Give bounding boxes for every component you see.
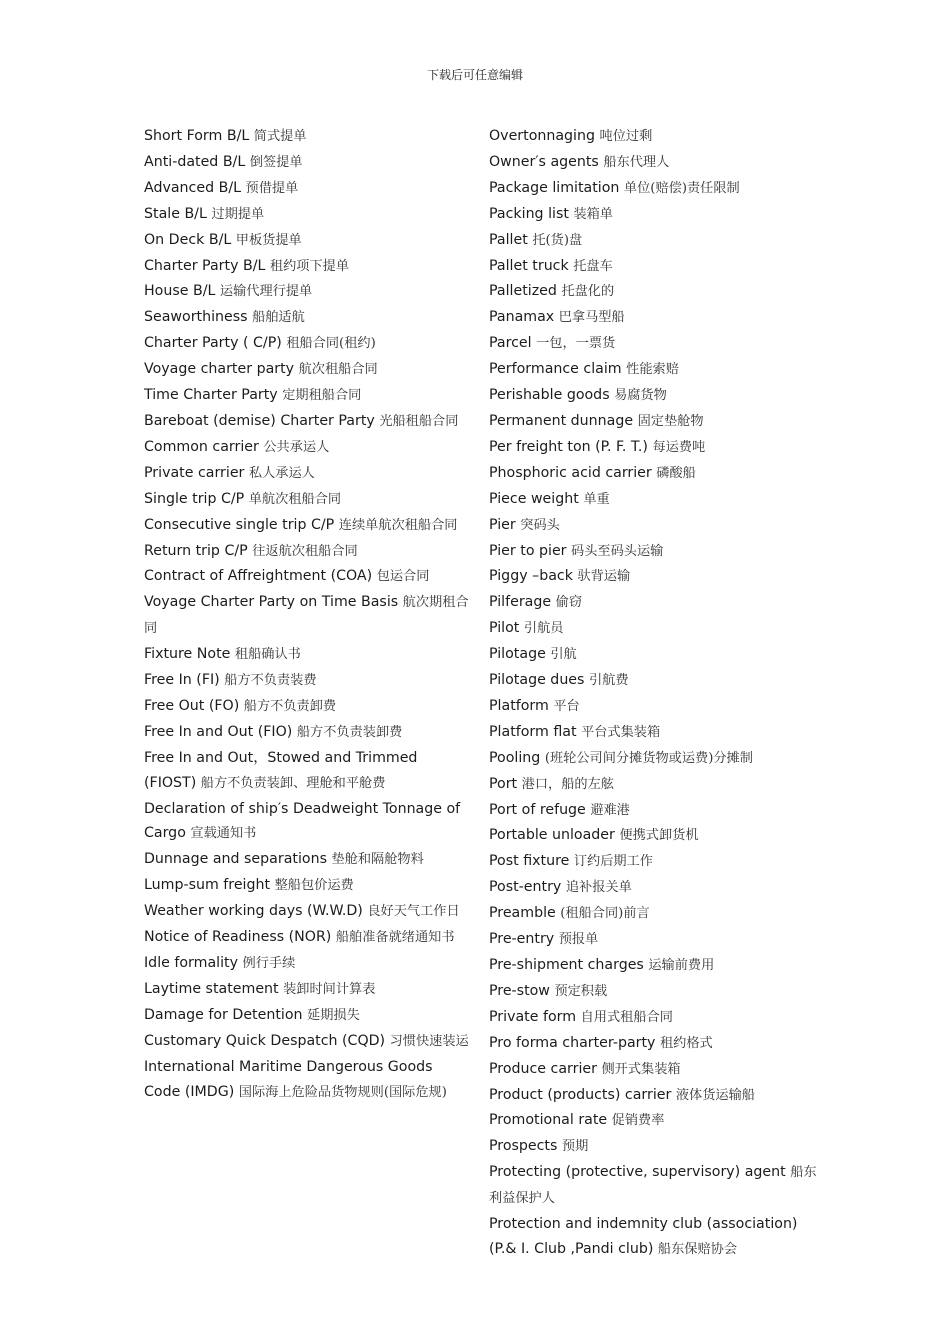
entry-term-zh: 巴拿马型船 bbox=[558, 310, 625, 326]
entry-term-en: Pre-stow bbox=[489, 982, 550, 999]
entry-term-en: Single trip C/P bbox=[144, 490, 245, 507]
glossary-entry bbox=[489, 694, 819, 720]
glossary-entry bbox=[144, 847, 469, 873]
glossary-entry bbox=[144, 925, 469, 951]
entry-term-zh: 租船合同(租约) bbox=[286, 336, 376, 352]
entry-term-zh: 船东利益保护人 bbox=[489, 1165, 817, 1207]
entry-term-en: Product (products) carrier bbox=[489, 1086, 672, 1103]
entry-term-zh: 引航费 bbox=[588, 673, 629, 689]
entry-term-zh: 私人承运人 bbox=[248, 465, 315, 481]
entry-term-zh: 平台 bbox=[553, 698, 580, 714]
glossary-entry bbox=[144, 357, 469, 383]
entry-term-zh: 运输前费用 bbox=[648, 958, 715, 973]
entry-term-en: Permanent dunnage bbox=[489, 412, 634, 429]
entry-term-zh: 船舶适航 bbox=[252, 310, 305, 326]
entry-term-en: Pilotage bbox=[489, 646, 546, 663]
entry-term-zh: 托盘车 bbox=[573, 258, 613, 274]
entry-term-zh: 倒签提单 bbox=[249, 154, 303, 170]
glossary-entry bbox=[489, 798, 819, 824]
entry-term-zh: 易腐货物 bbox=[614, 388, 667, 404]
glossary-left-column bbox=[144, 124, 469, 1105]
entry-term-zh: 包运合同 bbox=[376, 569, 430, 585]
entry-term-en: Per freight ton (P. F. T.) bbox=[489, 438, 648, 455]
glossary-entry bbox=[144, 720, 469, 746]
entry-term-zh: 船舶准备就绪通知书 bbox=[335, 930, 455, 946]
glossary-right-column bbox=[489, 124, 819, 1263]
entry-term-en: Parcel bbox=[489, 335, 532, 352]
glossary-entry bbox=[489, 772, 819, 798]
glossary-entry bbox=[144, 1003, 469, 1029]
entry-term-zh: 码头至码头运输 bbox=[571, 543, 664, 559]
entry-term-zh: 船东代理人 bbox=[603, 154, 670, 170]
entry-term-en: Pooling bbox=[489, 749, 541, 766]
entry-term-en: Piece weight bbox=[489, 490, 579, 507]
entry-term-zh: 订约后期工作 bbox=[573, 854, 653, 870]
glossary-entry bbox=[489, 539, 819, 565]
glossary-entry bbox=[144, 642, 469, 668]
entry-term-en: Performance claim bbox=[489, 361, 622, 378]
entry-term-en: Pilot bbox=[489, 620, 520, 637]
entry-term-en: On Deck B/L bbox=[144, 231, 232, 248]
glossary-entry bbox=[144, 746, 469, 797]
entry-term-zh: 侧开式集装箱 bbox=[601, 1061, 681, 1077]
entry-term-zh: 突码头 bbox=[520, 517, 560, 533]
entry-term-zh: 光船租船合同 bbox=[379, 413, 459, 429]
entry-term-zh: 整船包价运费 bbox=[274, 878, 354, 894]
glossary-entry bbox=[144, 409, 469, 435]
entry-term-en: Pro forma charter-party bbox=[489, 1034, 656, 1051]
entry-term-en: Customary Quick Despatch (CQD) bbox=[144, 1032, 386, 1049]
glossary-entry bbox=[144, 1029, 469, 1055]
entry-term-zh: 运输代理行提单 bbox=[219, 284, 313, 300]
entry-term-en: Packing list bbox=[489, 205, 569, 222]
entry-term-en: Free In and Out (FIO) bbox=[144, 723, 293, 740]
glossary-entry bbox=[489, 461, 819, 487]
entry-term-zh: 促销费率 bbox=[611, 1113, 665, 1129]
entry-term-zh: 单重 bbox=[583, 491, 610, 507]
entry-term-en: Consecutive single trip C/P bbox=[144, 516, 335, 533]
entry-term-zh: 例行手续 bbox=[242, 956, 296, 971]
entry-term-en: Pre-entry bbox=[489, 931, 555, 948]
entry-term-en: Short Form B/L bbox=[144, 128, 250, 144]
entry-term-en: Portable unloader bbox=[489, 827, 615, 844]
entry-term-zh: 定期租船合同 bbox=[282, 388, 362, 404]
entry-term-en: Owner′s agents bbox=[489, 153, 599, 170]
entry-term-en: Stale B/L bbox=[144, 205, 207, 222]
entry-term-en: Port bbox=[489, 775, 518, 792]
entry-term-en: Advanced B/L bbox=[144, 179, 242, 196]
glossary-entry bbox=[489, 487, 819, 513]
glossary-entry bbox=[144, 305, 469, 331]
glossary-entry bbox=[144, 435, 469, 461]
entry-term-en: Free In and Out，Stowed and Trimmed (FIOST) bbox=[144, 749, 418, 791]
entry-term-en: Protecting (protective, supervisory) agent bbox=[489, 1164, 786, 1181]
glossary-entry bbox=[489, 435, 819, 461]
entry-term-en: Lump-sum freight bbox=[144, 877, 271, 894]
entry-term-en: Pallet truck bbox=[489, 257, 569, 274]
entry-term-zh: 单位(赔偿)责任限制 bbox=[623, 180, 740, 196]
glossary-entry bbox=[489, 1031, 819, 1057]
entry-term-zh: 连续单航次租船合同 bbox=[338, 517, 458, 533]
glossary-entry bbox=[144, 254, 469, 280]
glossary-entry bbox=[144, 899, 469, 925]
entry-term-zh: 简式提单 bbox=[253, 129, 307, 144]
entry-term-zh: 单航次租船合同 bbox=[248, 491, 342, 507]
glossary-entry bbox=[489, 564, 819, 590]
entry-term-en: Contract of Affreightment (COA) bbox=[144, 568, 373, 585]
entry-term-zh: 驮背运输 bbox=[577, 569, 631, 585]
glossary-entry bbox=[144, 487, 469, 513]
entry-term-zh: (班轮公司间分摊货物或运费)分摊制 bbox=[544, 750, 753, 766]
entry-term-en: Free Out (FO) bbox=[144, 697, 240, 714]
entry-term-en: Panamax bbox=[489, 309, 555, 326]
entry-term-zh: 船方不负责装卸费 bbox=[296, 724, 403, 740]
entry-term-en: Port of refuge bbox=[489, 801, 586, 818]
entry-term-zh: 船方不负责卸费 bbox=[243, 698, 337, 714]
glossary-entry bbox=[144, 124, 469, 150]
glossary-entry bbox=[489, 150, 819, 176]
entry-term-zh: 租约格式 bbox=[659, 1035, 713, 1051]
entry-term-zh: 便携式卸货机 bbox=[619, 828, 699, 844]
entry-term-en: Pilotage dues bbox=[489, 672, 585, 689]
glossary-entry bbox=[144, 383, 469, 409]
glossary-entry bbox=[489, 720, 819, 746]
entry-term-en: Voyage Charter Party on Time Basis bbox=[144, 594, 399, 611]
entry-term-zh: 自用式租船合同 bbox=[580, 1009, 673, 1025]
glossary-entry bbox=[144, 331, 469, 357]
glossary-entry bbox=[489, 228, 819, 254]
entry-term-en: International Maritime Dangerous Goods Code (IMDG) bbox=[144, 1058, 433, 1100]
entry-term-en: Free In (FI) bbox=[144, 672, 220, 689]
entry-term-zh: 良好天气工作日 bbox=[367, 904, 460, 920]
glossary-entry bbox=[144, 797, 469, 848]
entry-term-zh: 引航员 bbox=[523, 621, 564, 637]
entry-term-en: Perishable goods bbox=[489, 387, 610, 404]
entry-term-zh: 平台式集装箱 bbox=[581, 724, 661, 740]
glossary-entry bbox=[489, 1160, 819, 1212]
entry-term-en: Bareboat (demise) Charter Party bbox=[144, 412, 375, 429]
entry-term-en: Prospects bbox=[489, 1138, 558, 1155]
entry-term-en: Pier to pier bbox=[489, 542, 567, 559]
entry-term-zh: 航次租船合同 bbox=[298, 362, 378, 378]
glossary-entry bbox=[144, 461, 469, 487]
entry-term-zh: 避难港 bbox=[590, 802, 630, 818]
glossary-entry bbox=[489, 1108, 819, 1134]
glossary-entry bbox=[489, 668, 819, 694]
glossary-entry bbox=[144, 228, 469, 254]
entry-term-zh: 托盘化的 bbox=[561, 284, 615, 300]
glossary-entry bbox=[489, 254, 819, 280]
entry-term-zh: 一包，一票货 bbox=[536, 336, 616, 352]
glossary-entry bbox=[489, 279, 819, 305]
glossary-entry bbox=[489, 1005, 819, 1031]
glossary-entry bbox=[489, 1212, 819, 1263]
glossary-entry bbox=[489, 383, 819, 409]
glossary-entry bbox=[489, 590, 819, 616]
glossary-entry bbox=[489, 901, 819, 927]
entry-term-zh: 公共承运人 bbox=[263, 439, 330, 455]
entry-term-en: Return trip C/P bbox=[144, 542, 248, 559]
glossary-entry bbox=[144, 668, 469, 694]
entry-term-en: Pier bbox=[489, 516, 516, 533]
entry-term-zh: 预期 bbox=[561, 1139, 589, 1155]
entry-term-zh: 装卸时间计算表 bbox=[283, 981, 376, 997]
entry-term-en: Private form bbox=[489, 1008, 577, 1025]
glossary-entry bbox=[489, 953, 819, 979]
entry-term-zh: 性能索赔 bbox=[626, 362, 679, 378]
glossary-entry bbox=[144, 1055, 469, 1106]
entry-term-zh: 甲板货提单 bbox=[235, 232, 302, 248]
entry-term-en: Anti-dated B/L bbox=[144, 153, 246, 170]
entry-term-en: Package limitation bbox=[489, 179, 620, 196]
glossary-entry bbox=[489, 875, 819, 901]
entry-term-zh: 偷窃 bbox=[555, 595, 583, 611]
entry-term-en: Produce carrier bbox=[489, 1060, 597, 1077]
page-header-note: 下载后可任意编辑 bbox=[426, 68, 523, 82]
entry-term-zh: 国际海上危险品货物规则(国际危规) bbox=[238, 1084, 447, 1100]
entry-term-en: Piggy –back bbox=[489, 568, 573, 585]
glossary-entry bbox=[489, 176, 819, 202]
glossary-entry bbox=[489, 331, 819, 357]
entry-term-en: Time Charter Party bbox=[144, 387, 278, 404]
entry-term-en: Charter Party ( C/P) bbox=[144, 335, 282, 352]
entry-term-zh: 宣载通知书 bbox=[190, 826, 257, 842]
glossary-entry bbox=[489, 823, 819, 849]
glossary-entry bbox=[144, 977, 469, 1003]
glossary-entry bbox=[489, 357, 819, 383]
entry-term-zh: 租船确认书 bbox=[234, 647, 301, 663]
entry-term-en: Seaworthiness bbox=[144, 309, 248, 326]
entry-term-zh: (租船合同)前言 bbox=[560, 906, 650, 922]
entry-term-zh: 租约项下提单 bbox=[269, 258, 350, 274]
entry-term-en: Post-entry bbox=[489, 879, 562, 896]
entry-term-en: Pilferage bbox=[489, 594, 552, 611]
entry-term-zh: 装箱单 bbox=[573, 206, 613, 222]
glossary-entry bbox=[489, 409, 819, 435]
entry-term-zh: 托(货)盘 bbox=[532, 232, 583, 248]
entry-term-zh: 延期损失 bbox=[307, 1007, 360, 1023]
entry-term-zh: 吨位过剩 bbox=[599, 129, 653, 144]
glossary-entry bbox=[489, 849, 819, 875]
entry-term-zh: 往返航次租船合同 bbox=[252, 543, 358, 559]
entry-term-en: Notice of Readiness (NOR) bbox=[144, 929, 332, 946]
entry-term-zh: 预借提单 bbox=[245, 180, 299, 196]
glossary-entry bbox=[144, 513, 469, 539]
glossary-entry bbox=[489, 1134, 819, 1160]
entry-term-zh: 固定垫舱物 bbox=[637, 413, 704, 429]
entry-term-zh: 船方不负责装费 bbox=[224, 673, 317, 689]
entry-term-zh: 习惯快速装运 bbox=[389, 1033, 469, 1049]
glossary-entry bbox=[489, 979, 819, 1005]
glossary-entry bbox=[144, 176, 469, 202]
glossary-entry bbox=[144, 590, 469, 642]
glossary-entry bbox=[489, 124, 819, 150]
entry-term-en: Weather working days (W.W.D) bbox=[144, 903, 363, 920]
entry-term-en: Private carrier bbox=[144, 464, 245, 481]
entry-term-en: House B/L bbox=[144, 283, 216, 300]
entry-term-en: Preamble bbox=[489, 905, 556, 922]
glossary-entry bbox=[144, 539, 469, 565]
entry-term-en: Damage for Detention bbox=[144, 1006, 303, 1023]
entry-term-zh: 液体货运输船 bbox=[675, 1087, 755, 1103]
entry-term-zh: 引航 bbox=[550, 647, 577, 663]
glossary-entry bbox=[144, 564, 469, 590]
entry-term-zh: 追补报关单 bbox=[565, 880, 632, 896]
entry-term-en: Overtonnaging bbox=[489, 128, 595, 144]
glossary-entry bbox=[489, 305, 819, 331]
entry-term-en: Post fixture bbox=[489, 853, 570, 870]
glossary-entry bbox=[144, 150, 469, 176]
entry-term-zh: 船东保赔协会 bbox=[657, 1241, 738, 1257]
entry-term-en: Charter Party B/L bbox=[144, 257, 266, 274]
entry-term-zh: 磷酸船 bbox=[656, 465, 696, 481]
entry-term-en: Voyage charter party bbox=[144, 361, 295, 378]
entry-term-en: Platform bbox=[489, 697, 549, 714]
entry-term-en: Dunnage and separations bbox=[144, 851, 327, 868]
glossary-entry bbox=[144, 873, 469, 899]
glossary-entry bbox=[144, 279, 469, 305]
entry-term-zh: 预报单 bbox=[558, 932, 599, 948]
glossary-entry bbox=[489, 513, 819, 539]
entry-term-zh: 航次期租合同 bbox=[144, 595, 469, 637]
entry-term-zh: 预定积载 bbox=[554, 983, 608, 999]
glossary-entry bbox=[489, 927, 819, 953]
glossary-entry bbox=[489, 616, 819, 642]
glossary-entry bbox=[144, 694, 469, 720]
entry-term-en: Promotional rate bbox=[489, 1112, 608, 1129]
entry-term-en: Protection and indemnity club (association) (P.& I. Club ,Pandi club) bbox=[489, 1216, 798, 1257]
entry-term-en: Idle formality bbox=[144, 955, 238, 971]
glossary-entry bbox=[489, 1083, 819, 1109]
entry-term-en: Declaration of ship′s Deadweight Tonnage of Cargo bbox=[144, 800, 461, 842]
glossary-entry bbox=[489, 642, 819, 668]
glossary-entry bbox=[489, 1057, 819, 1083]
glossary-entry bbox=[489, 202, 819, 228]
entry-term-zh: 船方不负责装卸、理舱和平舱费 bbox=[200, 775, 386, 791]
entry-term-en: Pre-shipment charges bbox=[489, 957, 644, 973]
glossary-entry bbox=[144, 951, 469, 977]
entry-term-en: Laytime statement bbox=[144, 980, 279, 997]
entry-term-en: Fixture Note bbox=[144, 646, 231, 663]
entry-term-zh: 垫舱和隔舱物料 bbox=[331, 852, 424, 868]
entry-term-en: Platform flat bbox=[489, 723, 577, 740]
glossary-entry bbox=[144, 202, 469, 228]
entry-term-zh: 每运费吨 bbox=[652, 439, 706, 455]
glossary-entry bbox=[489, 746, 819, 772]
entry-term-en: Phosphoric acid carrier bbox=[489, 464, 652, 481]
entry-term-zh: 过期提单 bbox=[211, 206, 265, 222]
entry-term-en: Pallet bbox=[489, 231, 528, 248]
entry-term-en: Common carrier bbox=[144, 438, 259, 455]
entry-term-en: Palletized bbox=[489, 283, 557, 300]
entry-term-zh: 港口，船的左舷 bbox=[521, 776, 614, 792]
